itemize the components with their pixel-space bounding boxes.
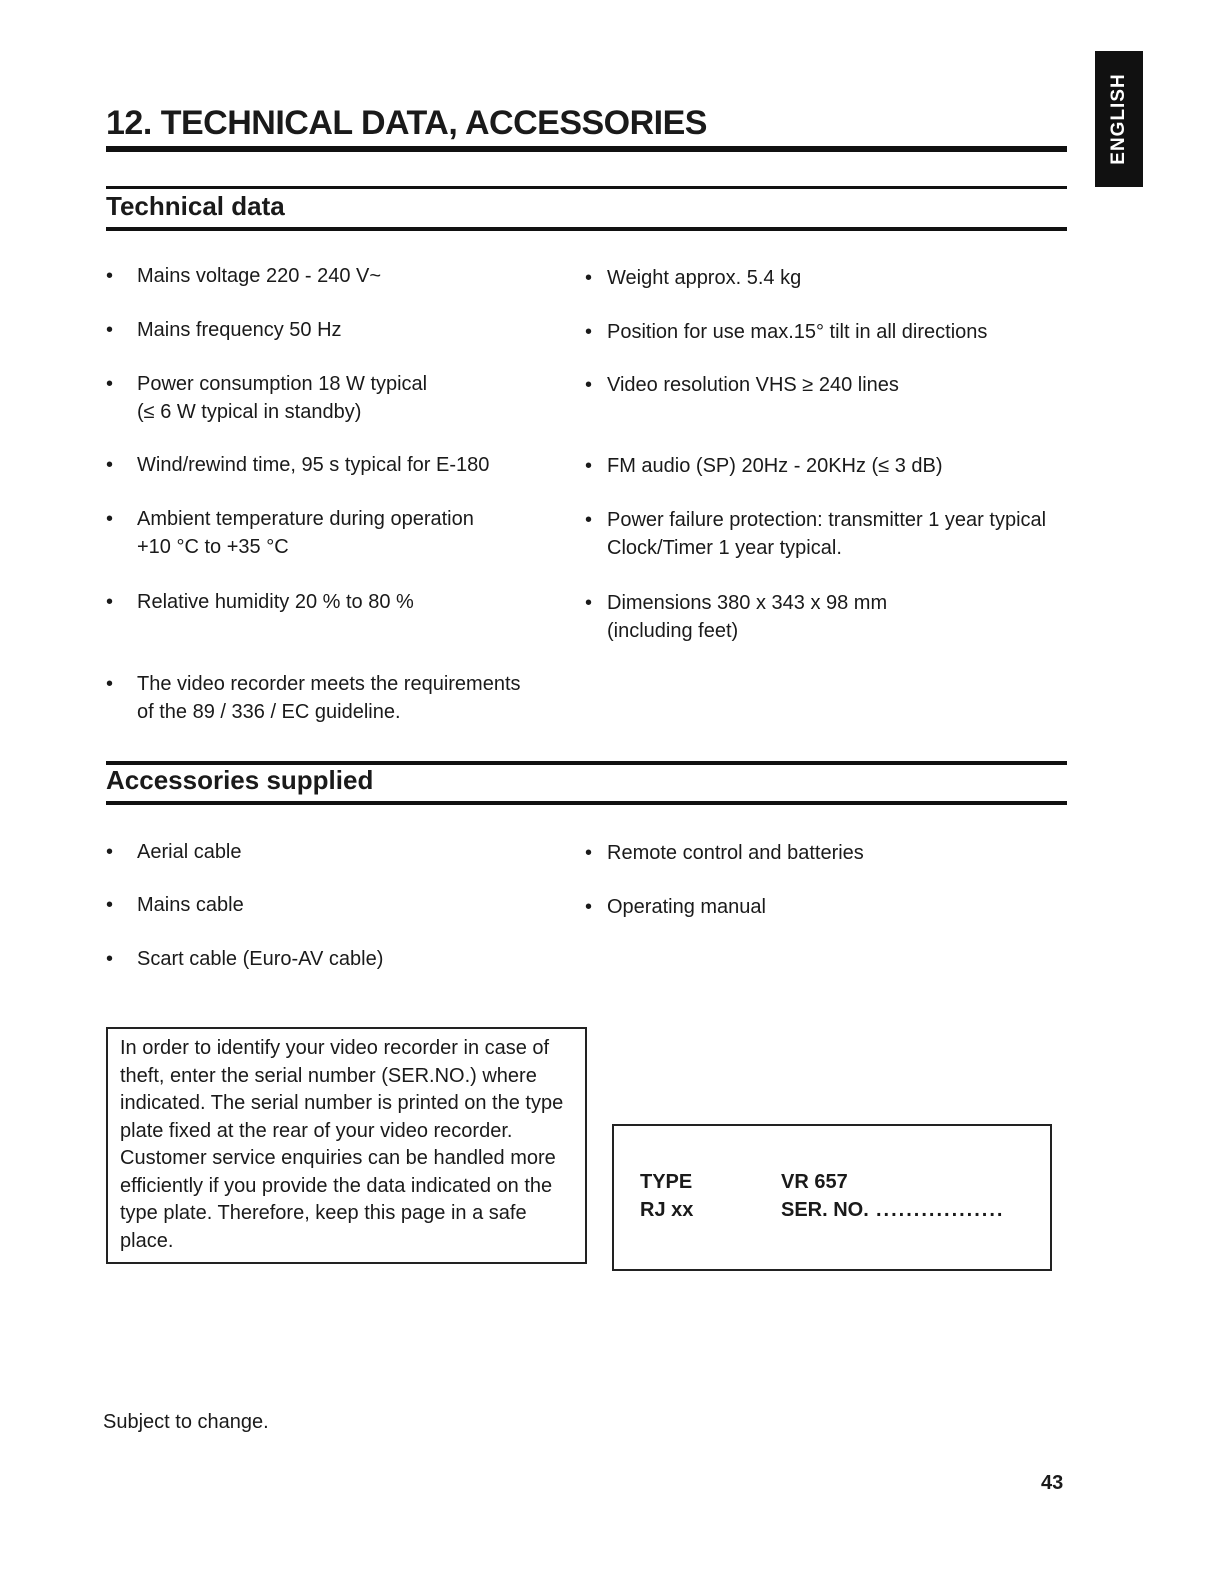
language-tab: [1095, 51, 1143, 187]
bullet-icon: •: [585, 321, 593, 343]
list-item: Operating manual: [607, 896, 766, 918]
serial-number-note: In order to identify your video recorder in case of theft, enter the serial number (SER.NO.) where indicated. The serial number is printed on the type plate fixed at the rear of your video recorder. Customer service enquiries can be handled more efficiently if you provide the data indicated on the type plate. Therefore, keep this page in a safe place.: [106, 1027, 587, 1264]
technical-data-heading: Technical data: [106, 191, 285, 221]
bullet-icon: •: [106, 265, 114, 287]
list-item: Mains frequency 50 Hz: [137, 319, 342, 341]
rj-label: RJ xx: [640, 1199, 694, 1221]
bullet-icon: •: [106, 894, 114, 916]
chapter-rule: [106, 146, 1067, 152]
page-number: 43: [1041, 1472, 1064, 1494]
list-item: Mains voltage 220 - 240 V~: [137, 265, 382, 287]
bullet-icon: •: [106, 673, 114, 695]
list-item: FM audio (SP) 20Hz - 20KHz (≤ 3 dB): [607, 455, 943, 477]
bullet-icon: •: [106, 373, 114, 395]
list-item: Dimensions 380 x 343 x 98 mm (including feet): [607, 592, 888, 642]
accessories-heading: Accessories supplied: [106, 765, 374, 795]
serial-label: SER. NO.: [781, 1199, 869, 1221]
list-item: Wind/rewind time, 95 s typical for E-180: [137, 454, 490, 476]
list-item: The video recorder meets the requirements of the 89 / 336 / EC guideline.: [137, 673, 521, 723]
bullet-icon: •: [585, 267, 593, 289]
bullet-icon: •: [585, 896, 593, 918]
list-item: Ambient temperature during operation +10 °C to +35 °C: [137, 508, 474, 558]
bullet-icon: •: [106, 319, 114, 341]
bullet-icon: •: [585, 455, 593, 477]
list-item: Remote control and batteries: [607, 842, 864, 864]
type-value: VR 657: [781, 1171, 848, 1193]
list-item: Power failure protection: transmitter 1 year typical Clock/Timer 1 year typical.: [607, 509, 1047, 559]
type-label: TYPE: [640, 1171, 693, 1193]
language-tab-label: ENGLISH: [1108, 73, 1129, 165]
bullet-icon: •: [585, 509, 593, 531]
bullet-icon: •: [585, 374, 593, 396]
bullet-icon: •: [106, 508, 114, 530]
list-item: Power consumption 18 W typical (≤ 6 W typical in standby): [137, 373, 428, 423]
list-item: Relative humidity 20 % to 80 %: [137, 591, 414, 613]
list-item: Aerial cable: [137, 841, 242, 863]
chapter-title: 12. TECHNICAL DATA, ACCESSORIES: [106, 104, 707, 142]
bullet-icon: •: [106, 841, 114, 863]
bullet-icon: •: [106, 591, 114, 613]
list-item: Mains cable: [137, 894, 244, 916]
list-item: Position for use max.15° tilt in all directions: [607, 321, 988, 343]
list-item: Video resolution VHS ≥ 240 lines: [607, 374, 899, 396]
section-rule-bottom: [106, 227, 1067, 231]
bullet-icon: •: [585, 842, 593, 864]
type-plate: [612, 1124, 1052, 1271]
section-rule-bottom: [106, 801, 1067, 805]
list-item: Weight approx. 5.4 kg: [607, 267, 802, 289]
bullet-icon: •: [106, 948, 114, 970]
section-rule-top: [106, 186, 1067, 189]
bullet-icon: •: [585, 592, 593, 614]
list-item: Scart cable (Euro-AV cable): [137, 948, 384, 970]
bullet-icon: •: [106, 454, 114, 476]
serial-number-field[interactable]: .................: [876, 1199, 1005, 1221]
footer-note: Subject to change.: [103, 1411, 269, 1433]
